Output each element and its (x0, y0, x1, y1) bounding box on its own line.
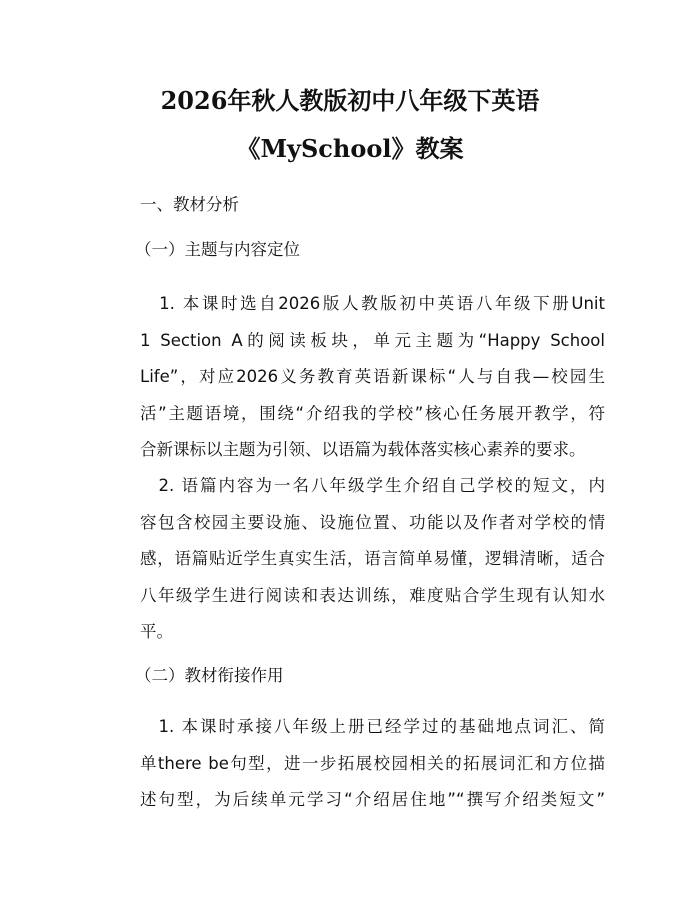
subsection-heading-textbook-connection: （二）教材衔接作用 (135, 666, 284, 685)
paragraph-line: 1. 本课时选自2026版人教版初中英语八年级下册Unit (140, 294, 605, 313)
paragraph-line: 单there be句型，进一步拓展校园相关的拓展词汇和方位描 (140, 753, 605, 773)
paragraph-line: 活”主题语境，围绕“介绍我的学校”核心任务展开教学，符 (140, 403, 605, 423)
paragraph-line: 述句型，为后续单元学习“介绍居住地”“撰写介绍类短文” (140, 790, 605, 809)
paragraph-3 (140, 709, 605, 819)
paragraph-line: 八年级学生进行阅读和表达训练，难度贴合学生现有认知水 (140, 585, 605, 605)
paragraph-line: 容包含校园主要设施、设施位置、功能以及作者对学校的情 (140, 512, 605, 532)
paragraph-line: 2. 语篇内容为一名八年级学生介绍自己学校的短文，内 (140, 476, 605, 495)
paragraph-2 (140, 468, 605, 651)
paragraph-line: 平。 (140, 622, 173, 641)
paragraph-line: Life”，对应2026义务教育英语新课标“人与自我—校园生 (140, 367, 605, 386)
document-title-line-2: 《MySchool》教案 (236, 134, 464, 163)
paragraph-line: 1. 本课时承接八年级上册已经学过的基础地点词汇、简 (140, 717, 605, 736)
paragraph-line: 1 Section A的阅读板块，单元主题为“Happy School (140, 330, 605, 350)
section-heading-teaching-material-analysis: 一、教材分析 (140, 195, 239, 214)
subsection-heading-theme-positioning: （一）主题与内容定位 (135, 240, 300, 259)
document-title-line-1: 2026年秋人教版初中八年级下英语 (160, 86, 540, 115)
paragraph-line: 感，语篇贴近学生真实生活，语言简单易懂，逻辑清晰，适合 (140, 549, 605, 568)
paragraph-line: 合新课标以主题为引领、以语篇为载体落实核心素养的要求。 (140, 440, 586, 459)
paragraph-1 (140, 286, 605, 469)
